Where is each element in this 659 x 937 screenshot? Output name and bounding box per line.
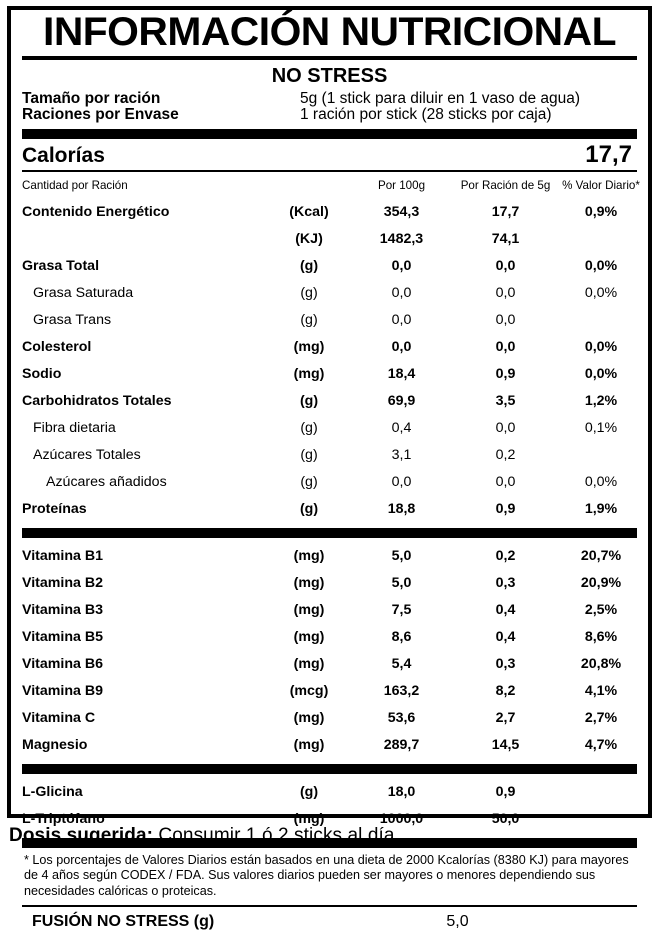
nutrient-name: Vitamina B6: [22, 656, 103, 673]
nutrient-unit: (mg): [293, 339, 325, 356]
table-row: [22, 442, 644, 469]
value-daily-percent: [558, 779, 644, 806]
nutrient-unit: (mg): [293, 575, 325, 592]
nutrient-name: Grasa Trans: [33, 312, 112, 329]
value-per-100g: 1000,0: [379, 811, 424, 828]
nutrient-unit: (mg): [293, 737, 325, 754]
nutrient-name: Sodio: [22, 366, 62, 383]
servings-per-container-label: Raciones por Envase: [22, 106, 179, 124]
table-row: [22, 388, 644, 415]
value-per-100g: 7,5: [391, 602, 412, 619]
value-daily-percent: 20,9%: [580, 575, 622, 592]
servings-per-container-row: [22, 107, 637, 124]
nutrient-name: Contenido Energético: [22, 204, 170, 221]
value-per-serving: 50,0: [491, 811, 520, 828]
value-per-serving: 17,7: [491, 204, 520, 221]
serving-size-row: [22, 91, 637, 108]
value-daily-percent: 0,0%: [584, 366, 618, 383]
nutrient-unit: (g): [300, 447, 318, 464]
value-daily-percent: 1,9%: [584, 501, 618, 518]
nutrient-name: Azúcares Totales: [33, 447, 141, 464]
value-per-100g: 18,8: [387, 501, 416, 518]
column-header-row: [22, 172, 644, 199]
value-per-serving: 0,9: [495, 366, 516, 383]
value-per-100g: 18,4: [387, 366, 416, 383]
fusion-row: [22, 907, 637, 937]
nutrition-table-body: [22, 172, 644, 199]
value-per-100g: 69,9: [387, 393, 416, 410]
nutrient-unit: (mg): [293, 548, 325, 565]
nutrient-unit: (mcg): [289, 683, 329, 700]
value-daily-percent: [558, 442, 644, 469]
nutrient-name: Vitamina B1: [22, 548, 103, 565]
nutrient-name: Grasa Total: [22, 258, 100, 275]
value-per-serving: 8,2: [495, 683, 516, 700]
fusion-value: 5,0: [446, 913, 469, 931]
value-per-serving: 0,2: [495, 447, 516, 464]
value-daily-percent: 20,7%: [580, 548, 622, 565]
table-row: [22, 570, 644, 597]
dosage-prefix: Dosis sugerida:: [9, 825, 154, 846]
nutrition-table: [22, 172, 644, 523]
table-row: [22, 705, 644, 732]
product-name: NO STRESS: [271, 64, 388, 87]
value-per-100g: 5,4: [391, 656, 412, 673]
value-per-100g: 0,0: [391, 339, 412, 356]
value-per-serving: 0,3: [495, 656, 516, 673]
value-per-serving: 0,0: [495, 285, 516, 302]
nutrient-name: Vitamina B3: [22, 602, 103, 619]
value-daily-percent: [558, 806, 644, 833]
value-per-serving: 3,5: [495, 393, 516, 410]
value-daily-percent: 0,0%: [584, 339, 618, 356]
nutrient-name: Carbohidratos Totales: [22, 393, 172, 410]
value-daily-percent: 20,8%: [580, 656, 622, 673]
value-per-serving: 0,0: [495, 258, 516, 275]
nutrient-unit: (g): [300, 312, 318, 329]
nutrient-name: Vitamina B2: [22, 575, 103, 592]
nutrient-unit: (mg): [293, 366, 325, 383]
col-amount-per-serving: Cantidad por Ración: [22, 179, 128, 193]
fusion-label: FUSIÓN NO STRESS (g): [32, 913, 215, 931]
nutrient-unit: (g): [299, 784, 319, 801]
nutrient-rows: [22, 199, 644, 523]
nutrient-name: Vitamina B5: [22, 629, 103, 646]
nutrient-unit: (mg): [293, 811, 325, 828]
value-daily-percent: 2,5%: [584, 602, 618, 619]
table-row: [22, 280, 644, 307]
value-per-100g: 354,3: [383, 204, 420, 221]
table-row: [22, 678, 644, 705]
nutrient-unit: (g): [299, 258, 319, 275]
nutrient-unit: (Kcal): [289, 204, 329, 221]
value-per-serving: 0,3: [495, 575, 516, 592]
value-daily-percent: 0,0%: [584, 258, 618, 275]
value-per-serving: 0,0: [495, 312, 516, 329]
calories-row: [22, 139, 637, 170]
value-per-serving: 0,0: [495, 474, 516, 491]
value-daily-percent: 4,1%: [584, 683, 618, 700]
value-per-serving: 0,4: [495, 629, 516, 646]
calories-value: 17,7: [585, 141, 632, 169]
nutrient-name: Magnesio: [22, 737, 88, 754]
aminoacids-top-rule: [22, 764, 637, 774]
table-row: [22, 779, 644, 806]
value-per-100g: 0,4: [391, 420, 412, 437]
table-row: [22, 624, 644, 651]
nutrient-name: L-Triptófano: [22, 811, 105, 828]
value-per-serving: 2,7: [495, 710, 516, 727]
value-per-serving: 74,1: [491, 231, 520, 248]
nutrient-name: Proteínas: [22, 501, 87, 518]
dosage-text: Consumir 1 ó 2 sticks al día: [153, 825, 395, 846]
nutrient-name: [22, 226, 268, 253]
calories-label: Calorías: [22, 144, 105, 168]
value-per-100g: 0,0: [391, 312, 412, 329]
value-daily-percent: 4,7%: [584, 737, 618, 754]
value-daily-percent: [558, 307, 644, 334]
table-row: [22, 597, 644, 624]
table-row: [22, 334, 644, 361]
value-per-serving: 0,9: [495, 784, 516, 801]
daily-value-footnote: * Los porcentajes de Valores Diarios están basados en una dieta de 2000 Kcalorías (8380 KJ) para mayores de 4 años según CODEX / FDA. Sus valores diarios pueden ser mayores o menores dependiendo sus necesidades calóricas o proteicas.: [24, 853, 629, 898]
value-per-serving: 0,2: [495, 548, 516, 565]
nutrient-unit: (mg): [293, 656, 325, 673]
table-row: [22, 732, 644, 759]
serving-size-value: 5g (1 stick para diluir en 1 vaso de agua): [300, 89, 581, 107]
nutrient-name: Vitamina B9: [22, 683, 103, 700]
dosage-line: [9, 826, 395, 847]
nutrient-unit: (g): [300, 420, 318, 437]
vitamins-top-rule: [22, 528, 637, 538]
table-row: [22, 199, 644, 226]
servings-per-container-value: 1 ración por stick (28 sticks por caja): [300, 106, 552, 124]
serving-info: [22, 91, 637, 129]
value-per-100g: 1482,3: [379, 231, 424, 248]
value-daily-percent: 0,1%: [584, 420, 618, 437]
value-per-100g: 163,2: [383, 683, 420, 700]
table-row: [22, 543, 644, 570]
nutrient-unit: (KJ): [295, 231, 323, 248]
nutrient-unit: (g): [299, 393, 319, 410]
value-daily-percent: [558, 226, 644, 253]
nutrient-name: Azúcares añadidos: [46, 474, 167, 491]
nutrient-unit: (g): [300, 474, 318, 491]
vitamins-table: [22, 543, 644, 759]
value-daily-percent: 2,7%: [584, 710, 618, 727]
value-per-100g: 5,0: [391, 548, 412, 565]
nutrient-unit: (g): [299, 501, 319, 518]
col-daily-value: % Valor Diario*: [562, 179, 640, 193]
table-row: [22, 253, 644, 280]
value-daily-percent: 8,6%: [584, 629, 618, 646]
value-per-serving: 0,9: [495, 501, 516, 518]
table-row: [22, 307, 644, 334]
value-per-serving: 0,0: [495, 420, 516, 437]
value-per-serving: 0,4: [495, 602, 516, 619]
value-per-100g: 0,0: [391, 285, 412, 302]
col-per-100g: Por 100g: [377, 179, 426, 193]
value-daily-percent: 1,2%: [584, 393, 618, 410]
table-row: [22, 651, 644, 678]
col-unit: [268, 172, 350, 199]
value-per-100g: 289,7: [383, 737, 420, 754]
value-per-serving: 14,5: [491, 737, 520, 754]
value-per-100g: 0,0: [391, 474, 412, 491]
value-per-100g: 8,6: [391, 629, 412, 646]
value-per-100g: 3,1: [391, 447, 412, 464]
value-daily-percent: 0,9%: [584, 204, 618, 221]
table-row: [22, 415, 644, 442]
value-daily-percent: 0,0%: [584, 474, 618, 491]
nutrient-unit: (g): [300, 285, 318, 302]
table-row: [22, 496, 644, 523]
value-per-100g: 18,0: [387, 784, 416, 801]
page-title: INFORMACIÓN NUTRICIONAL: [42, 10, 617, 54]
nutrient-unit: (mg): [293, 602, 325, 619]
table-row: [22, 469, 644, 496]
calories-top-rule: [22, 129, 637, 139]
table-row: [22, 361, 644, 388]
vitamin-rows: [22, 543, 644, 759]
value-per-100g: 53,6: [387, 710, 416, 727]
value-daily-percent: 0,0%: [584, 285, 618, 302]
nutrient-name: Fibra dietaria: [33, 420, 116, 437]
table-row: [22, 226, 644, 253]
value-per-100g: 5,0: [391, 575, 412, 592]
nutrient-unit: (mg): [293, 710, 325, 727]
serving-size-label: Tamaño por ración: [22, 89, 161, 107]
nutrient-name: Colesterol: [22, 339, 92, 356]
col-per-serving: Por Ración de 5g: [460, 179, 551, 193]
nutrient-name: L-Glicina: [22, 784, 83, 801]
nutrient-unit: (mg): [293, 629, 325, 646]
value-per-100g: 0,0: [391, 258, 412, 275]
nutrient-name: Vitamina C: [22, 710, 96, 727]
nutrient-name: Grasa Saturada: [33, 285, 134, 302]
value-per-serving: 0,0: [495, 339, 516, 356]
